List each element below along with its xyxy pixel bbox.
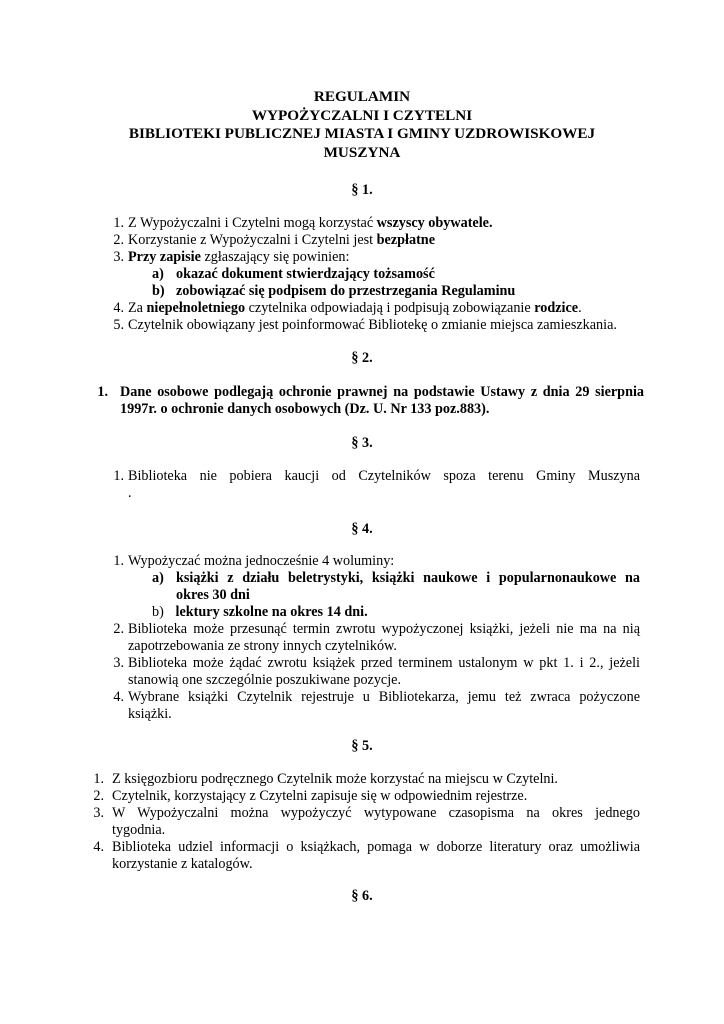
list-sub-item: a) okazać dokument stwierdzający tożsamość — [152, 266, 435, 282]
list-item: 4. Biblioteka udziel informacji o książkach, pomaga w doborze literatury oraz umożliwia korzystanie z katalogów. — [93, 839, 640, 872]
section-1-heading: § 1. — [351, 182, 373, 198]
list-item: 2. Czytelnik, korzystający z Czytelni zapisuje się w odpowiednim rejestrze. — [93, 788, 528, 804]
section-3-list — [104, 468, 640, 502]
list-sub-item: a) książki z działu beletrystyki, książki naukowe i popularnonaukowe na okres 30 dni — [152, 570, 640, 603]
list-item: 3. Biblioteka może żądać zwrotu książek przed terminem ustalonym w pkt 1. i 2., jeżeli stanowią one szczególnie poszukiwane pozycje. — [113, 655, 640, 688]
list-item: 3. W Wypożyczalni można wypożyczyć wytypowane czasopisma na okres jednego tygodnia. — [93, 805, 640, 838]
section-5-list — [86, 771, 640, 873]
list-item: 1. Dane osobowe podlegają ochronie prawnej na podstawie Ustawy z dnia 29 sierpnia 1997r. o ochronie danych osobowych (Dz. U. Nr 133 poz.883). — [97, 384, 644, 417]
section-4-list — [104, 553, 640, 723]
section-5-heading: § 5. — [351, 738, 373, 754]
section-2-heading: § 2. — [351, 350, 373, 366]
title-line-2: WYPOŻYCZALNI I CZYTELNI — [251, 106, 473, 124]
list-item: 1. Wypożyczać można jednocześnie 4 woluminy: — [113, 553, 395, 569]
list-item: 1. Z księgozbioru podręcznego Czytelnik może korzystać na miejscu w Czytelni. — [93, 771, 558, 787]
title-line-3: BIBLIOTEKI PUBLICZNEJ MIASTA I GMINY UZDROWISKOWEJ — [128, 125, 596, 142]
list-item: 1. Z Wypożyczalni i Czytelni mogą korzystać wszyscy obywatele. — [113, 215, 493, 231]
list-item: 2. Korzystanie z Wypożyczalni i Czytelni jest bezpłatne — [113, 232, 435, 248]
section-1-list — [104, 215, 644, 334]
section-6-heading: § 6. — [351, 888, 373, 904]
section-3-heading: § 3. — [351, 435, 373, 451]
list-item: 3. Przy zapisie zgłaszający się powinien: — [113, 249, 350, 265]
list-sub-item: b) zobowiązać się podpisem do przestrzegania Regulaminu — [152, 283, 516, 299]
title-line-1: REGULAMIN — [313, 88, 411, 105]
list-item: 4. Wybrane książki Czytelnik rejestruje u Bibliotekarza, jemu też zwraca pożyczone książki. — [113, 689, 640, 722]
list-item: 2. Biblioteka może przesunąć termin zwrotu wypożyczonej książki, jeżeli nie ma na nią zapotrzebowania ze strony innych czytelników. — [113, 621, 640, 654]
section-4-heading: § 4. — [351, 521, 373, 537]
list-sub-item: b) lektury szkolne na okres 14 dni. — [152, 604, 368, 620]
list-item: 5. Czytelnik obowiązany jest poinformować Bibliotekę o zmianie miejsca zamieszkania. — [113, 317, 617, 333]
title-line-4: MUSZYNA — [323, 143, 401, 161]
section-2-list — [92, 384, 644, 418]
list-item: 1. Biblioteka nie pobiera kaucji od Czytelników spoza terenu Gminy Muszyna . — [113, 468, 640, 501]
document-title — [60, 88, 664, 162]
list-item: 4. Za niepełnoletniego czytelnika odpowiadają i podpisują zobowiązanie rodzice. — [113, 300, 582, 316]
